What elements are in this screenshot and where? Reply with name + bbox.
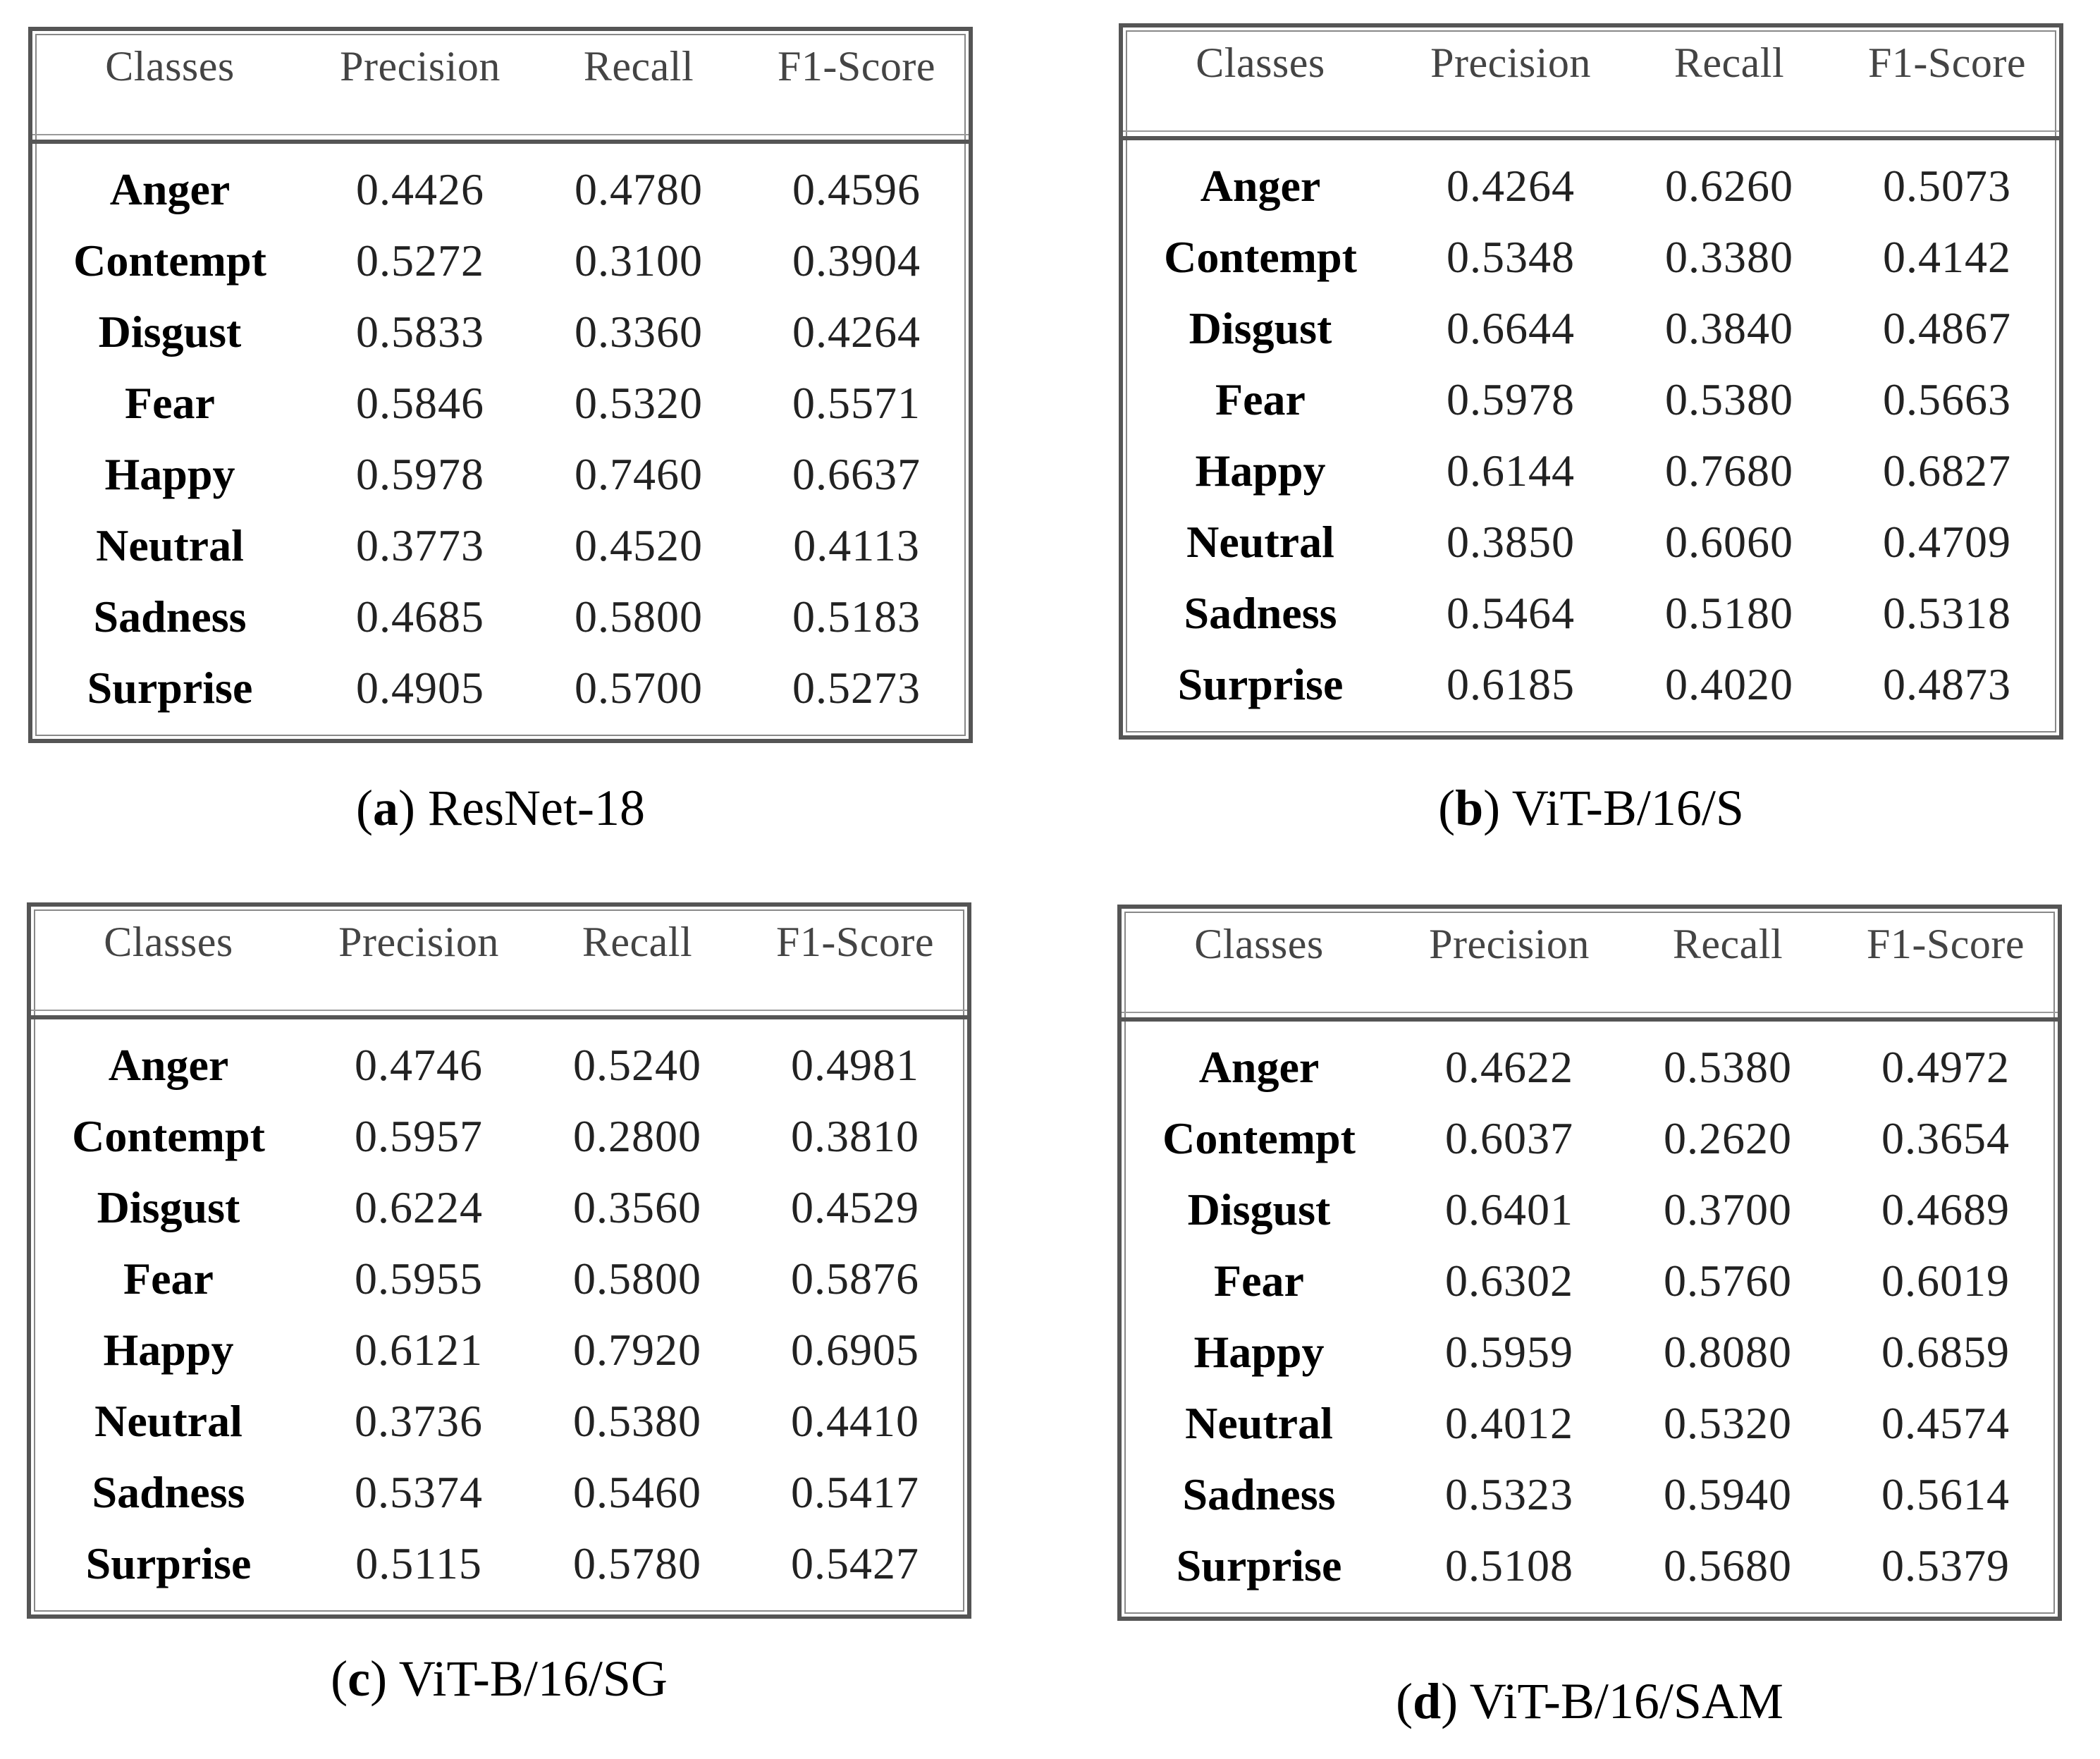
recall-cell: 0.4780: [575, 164, 703, 214]
class-cell: Contempt: [1162, 1113, 1356, 1163]
f1-cell: 0.5073: [1883, 160, 2011, 211]
table-row: [1123, 293, 2059, 364]
precision-cell: 0.4622: [1445, 1041, 1573, 1092]
panel-resnet-18: [28, 27, 973, 743]
f1-cell: 0.3810: [791, 1110, 919, 1161]
f1-cell: 0.6905: [791, 1324, 919, 1375]
precision-cell: 0.6224: [355, 1182, 483, 1232]
table-row: [1123, 364, 2059, 435]
table-row: [32, 296, 969, 367]
precision-cell: 0.6401: [1445, 1184, 1573, 1234]
caption-vit-b-16-sg: (c) ViT-B/16/SG: [331, 1650, 668, 1707]
precision-cell: 0.6302: [1445, 1255, 1573, 1306]
class-cell: Surprise: [1177, 658, 1344, 709]
recall-cell: 0.5680: [1664, 1540, 1792, 1591]
precision-cell: 0.5833: [356, 306, 484, 357]
f1-cell: 0.4709: [1883, 516, 2011, 567]
class-cell: Fear: [1215, 374, 1306, 424]
recall-cell: 0.2620: [1664, 1113, 1792, 1163]
recall-cell: 0.4520: [575, 520, 703, 570]
precision-cell: 0.5374: [355, 1466, 483, 1517]
recall-cell: 0.5320: [575, 377, 703, 428]
precision-cell: 0.5323: [1445, 1469, 1573, 1519]
recall-cell: 0.5380: [1665, 374, 1793, 424]
table-row: [1122, 1459, 2058, 1530]
metrics-table: [27, 902, 971, 1619]
recall-cell: 0.5800: [575, 591, 703, 642]
precision-cell: 0.3736: [355, 1395, 483, 1446]
table-row: [32, 652, 969, 723]
caption-vit-b-16-sam: (d) ViT-B/16/SAM: [1396, 1673, 1783, 1729]
recall-cell: 0.4020: [1665, 658, 1793, 709]
precision-cell: 0.6144: [1447, 445, 1575, 496]
class-cell: Neutral: [96, 520, 244, 570]
header-precision: Precision: [338, 919, 499, 965]
table-row: [31, 1029, 967, 1101]
table-header-row: [1123, 27, 2059, 140]
precision-cell: 0.6121: [355, 1324, 483, 1375]
f1-cell: 0.4689: [1881, 1184, 2010, 1234]
precision-cell: 0.4905: [356, 662, 484, 713]
panel-vit-b-16-sam: [1117, 905, 2062, 1621]
class-cell: Contempt: [1164, 231, 1357, 282]
table-row: [32, 581, 969, 652]
precision-cell: 0.3773: [356, 520, 484, 570]
class-cell: Disgust: [98, 306, 242, 357]
precision-cell: 0.5978: [1447, 374, 1575, 424]
precision-cell: 0.5978: [356, 448, 484, 499]
panel-vit-b-16-sg: [27, 902, 971, 1619]
precision-cell: 0.6037: [1445, 1113, 1573, 1163]
f1-cell: 0.5379: [1881, 1540, 2010, 1591]
header-recall: Recall: [1674, 39, 1785, 86]
f1-cell: 0.4529: [791, 1182, 919, 1232]
f1-cell: 0.6827: [1883, 445, 2011, 496]
header-f1-score: F1-Score: [1868, 39, 2026, 86]
recall-cell: 0.8080: [1664, 1326, 1792, 1377]
precision-cell: 0.5846: [356, 377, 484, 428]
caption-vit-b-16-s: (b) ViT-B/16/S: [1438, 780, 1744, 836]
f1-cell: 0.5876: [791, 1253, 919, 1304]
precision-cell: 0.4746: [355, 1039, 483, 1090]
f1-cell: 0.4972: [1881, 1041, 2010, 1092]
header-classes: Classes: [105, 43, 235, 90]
class-cell: Surprise: [87, 662, 253, 713]
table-body: [32, 144, 969, 739]
class-cell: Surprise: [85, 1538, 252, 1588]
precision-cell: 0.4426: [356, 164, 484, 214]
class-cell: Happy: [1195, 445, 1326, 496]
f1-cell: 0.4981: [791, 1039, 919, 1090]
header-classes: Classes: [1196, 39, 1325, 86]
precision-cell: 0.5108: [1445, 1540, 1573, 1591]
header-classes: Classes: [1194, 921, 1324, 967]
header-precision: Precision: [1429, 921, 1590, 967]
table-row: [1122, 1174, 2058, 1245]
header-recall: Recall: [1672, 921, 1783, 967]
class-cell: Happy: [103, 1324, 234, 1375]
recall-cell: 0.3560: [573, 1182, 701, 1232]
f1-cell: 0.4596: [792, 164, 921, 214]
f1-cell: 0.6859: [1881, 1326, 2010, 1377]
table-header-row: [1122, 909, 2058, 1022]
precision-cell: 0.5348: [1447, 231, 1575, 282]
class-cell: Sadness: [1184, 587, 1337, 638]
table-row: [1123, 221, 2059, 293]
table-row: [32, 367, 969, 439]
caption-letter: b: [1455, 780, 1484, 836]
class-cell: Neutral: [1186, 516, 1334, 567]
table-header-row: [31, 907, 967, 1019]
class-cell: Sadness: [1182, 1469, 1336, 1519]
f1-cell: 0.5183: [792, 591, 921, 642]
precision-cell: 0.5115: [355, 1538, 482, 1588]
recall-cell: 0.5940: [1664, 1469, 1792, 1519]
recall-cell: 0.6060: [1665, 516, 1793, 567]
recall-cell: 0.5460: [573, 1466, 701, 1517]
recall-cell: 0.5700: [575, 662, 703, 713]
table-row: [1123, 577, 2059, 649]
recall-cell: 0.5780: [573, 1538, 701, 1588]
class-cell: Disgust: [1187, 1184, 1331, 1234]
recall-cell: 0.6260: [1665, 160, 1793, 211]
header-precision: Precision: [1430, 39, 1591, 86]
f1-cell: 0.6637: [792, 448, 921, 499]
recall-cell: 0.5380: [1664, 1041, 1792, 1092]
table-row: [31, 1243, 967, 1314]
table-row: [31, 1528, 967, 1599]
caption-title: ResNet-18: [428, 780, 645, 836]
precision-cell: 0.4264: [1447, 160, 1575, 211]
table-body: [1122, 1022, 2058, 1617]
caption-resnet-18: (a) ResNet-18: [356, 780, 645, 836]
f1-cell: 0.4142: [1883, 231, 2011, 282]
class-cell: Disgust: [1189, 302, 1332, 353]
class-cell: Anger: [1200, 160, 1321, 211]
header-recall: Recall: [583, 43, 694, 90]
table-body: [1123, 140, 2059, 735]
table-row: [31, 1172, 967, 1243]
f1-cell: 0.4113: [793, 520, 920, 570]
f1-cell: 0.4410: [791, 1395, 919, 1446]
f1-cell: 0.5427: [791, 1538, 919, 1588]
table-row: [32, 154, 969, 225]
class-cell: Sadness: [92, 1466, 245, 1517]
f1-cell: 0.3654: [1881, 1113, 2010, 1163]
class-cell: Fear: [123, 1253, 214, 1304]
table-row: [1123, 649, 2059, 720]
table-row: [32, 439, 969, 510]
panel-vit-b-16-s: [1119, 23, 2063, 740]
metrics-table: [1117, 905, 2062, 1621]
header-precision: Precision: [340, 43, 501, 90]
table-body: [31, 1019, 967, 1614]
f1-cell: 0.5318: [1883, 587, 2011, 638]
class-cell: Anger: [1198, 1041, 1320, 1092]
f1-cell: 0.5273: [792, 662, 921, 713]
caption-title: ViT-B/16/S: [1511, 780, 1744, 836]
class-cell: Neutral: [94, 1395, 242, 1446]
f1-cell: 0.5417: [791, 1466, 919, 1517]
class-cell: Fear: [1214, 1255, 1304, 1306]
table-row: [1122, 1387, 2058, 1459]
table-row: [31, 1101, 967, 1172]
recall-cell: 0.3380: [1665, 231, 1793, 282]
recall-cell: 0.5800: [573, 1253, 701, 1304]
class-cell: Contempt: [72, 1110, 265, 1161]
header-f1-score: F1-Score: [776, 919, 934, 965]
metrics-table: [28, 27, 973, 743]
class-cell: Surprise: [1176, 1540, 1342, 1591]
recall-cell: 0.5380: [573, 1395, 701, 1446]
precision-cell: 0.6644: [1447, 302, 1575, 353]
recall-cell: 0.5180: [1665, 587, 1793, 638]
recall-cell: 0.7920: [573, 1324, 701, 1375]
table-row: [32, 510, 969, 581]
precision-cell: 0.5272: [356, 235, 484, 286]
class-cell: Fear: [125, 377, 215, 428]
table-row: [1122, 1031, 2058, 1103]
f1-cell: 0.4574: [1881, 1397, 2010, 1448]
recall-cell: 0.5760: [1664, 1255, 1792, 1306]
precision-cell: 0.5955: [355, 1253, 483, 1304]
precision-cell: 0.4685: [356, 591, 484, 642]
precision-cell: 0.5957: [355, 1110, 483, 1161]
table-row: [1123, 435, 2059, 506]
caption-letter: a: [373, 780, 399, 836]
recall-cell: 0.7460: [575, 448, 703, 499]
table-row: [1122, 1245, 2058, 1316]
recall-cell: 0.7680: [1665, 445, 1793, 496]
class-cell: Happy: [104, 448, 235, 499]
class-cell: Anger: [109, 164, 231, 214]
table-row: [1122, 1530, 2058, 1601]
table-row: [31, 1457, 967, 1528]
f1-cell: 0.5571: [792, 377, 921, 428]
header-recall: Recall: [582, 919, 693, 965]
header-f1-score: F1-Score: [778, 43, 935, 90]
recall-cell: 0.3700: [1664, 1184, 1792, 1234]
table-row: [32, 225, 969, 296]
precision-cell: 0.3850: [1447, 516, 1575, 567]
recall-cell: 0.2800: [573, 1110, 701, 1161]
table-header-row: [32, 31, 969, 144]
f1-cell: 0.4867: [1883, 302, 2011, 353]
f1-cell: 0.4264: [792, 306, 921, 357]
f1-cell: 0.6019: [1881, 1255, 2010, 1306]
caption-letter: d: [1413, 1673, 1442, 1729]
f1-cell: 0.4873: [1883, 658, 2011, 709]
recall-cell: 0.3840: [1665, 302, 1793, 353]
class-cell: Happy: [1193, 1326, 1325, 1377]
class-cell: Sadness: [93, 591, 247, 642]
table-row: [1122, 1103, 2058, 1174]
recall-cell: 0.5240: [573, 1039, 701, 1090]
precision-cell: 0.4012: [1445, 1397, 1573, 1448]
recall-cell: 0.5320: [1664, 1397, 1792, 1448]
table-row: [1123, 150, 2059, 221]
f1-cell: 0.3904: [792, 235, 921, 286]
header-classes: Classes: [104, 919, 233, 965]
f1-cell: 0.5614: [1881, 1469, 2010, 1519]
metrics-table: [1119, 23, 2063, 740]
class-cell: Anger: [108, 1039, 229, 1090]
f1-cell: 0.5663: [1883, 374, 2011, 424]
class-cell: Disgust: [97, 1182, 240, 1232]
table-row: [1123, 506, 2059, 577]
recall-cell: 0.3100: [575, 235, 703, 286]
precision-cell: 0.5464: [1447, 587, 1575, 638]
class-cell: Contempt: [73, 235, 266, 286]
precision-cell: 0.5959: [1445, 1326, 1573, 1377]
caption-title: ViT-B/16/SG: [398, 1650, 668, 1707]
table-row: [31, 1314, 967, 1385]
caption-title: ViT-B/16/SAM: [1469, 1673, 1783, 1729]
recall-cell: 0.3360: [575, 306, 703, 357]
class-cell: Neutral: [1185, 1397, 1333, 1448]
precision-cell: 0.6185: [1447, 658, 1575, 709]
table-row: [31, 1385, 967, 1457]
caption-letter: c: [348, 1650, 371, 1707]
table-row: [1122, 1316, 2058, 1387]
header-f1-score: F1-Score: [1867, 921, 2025, 967]
